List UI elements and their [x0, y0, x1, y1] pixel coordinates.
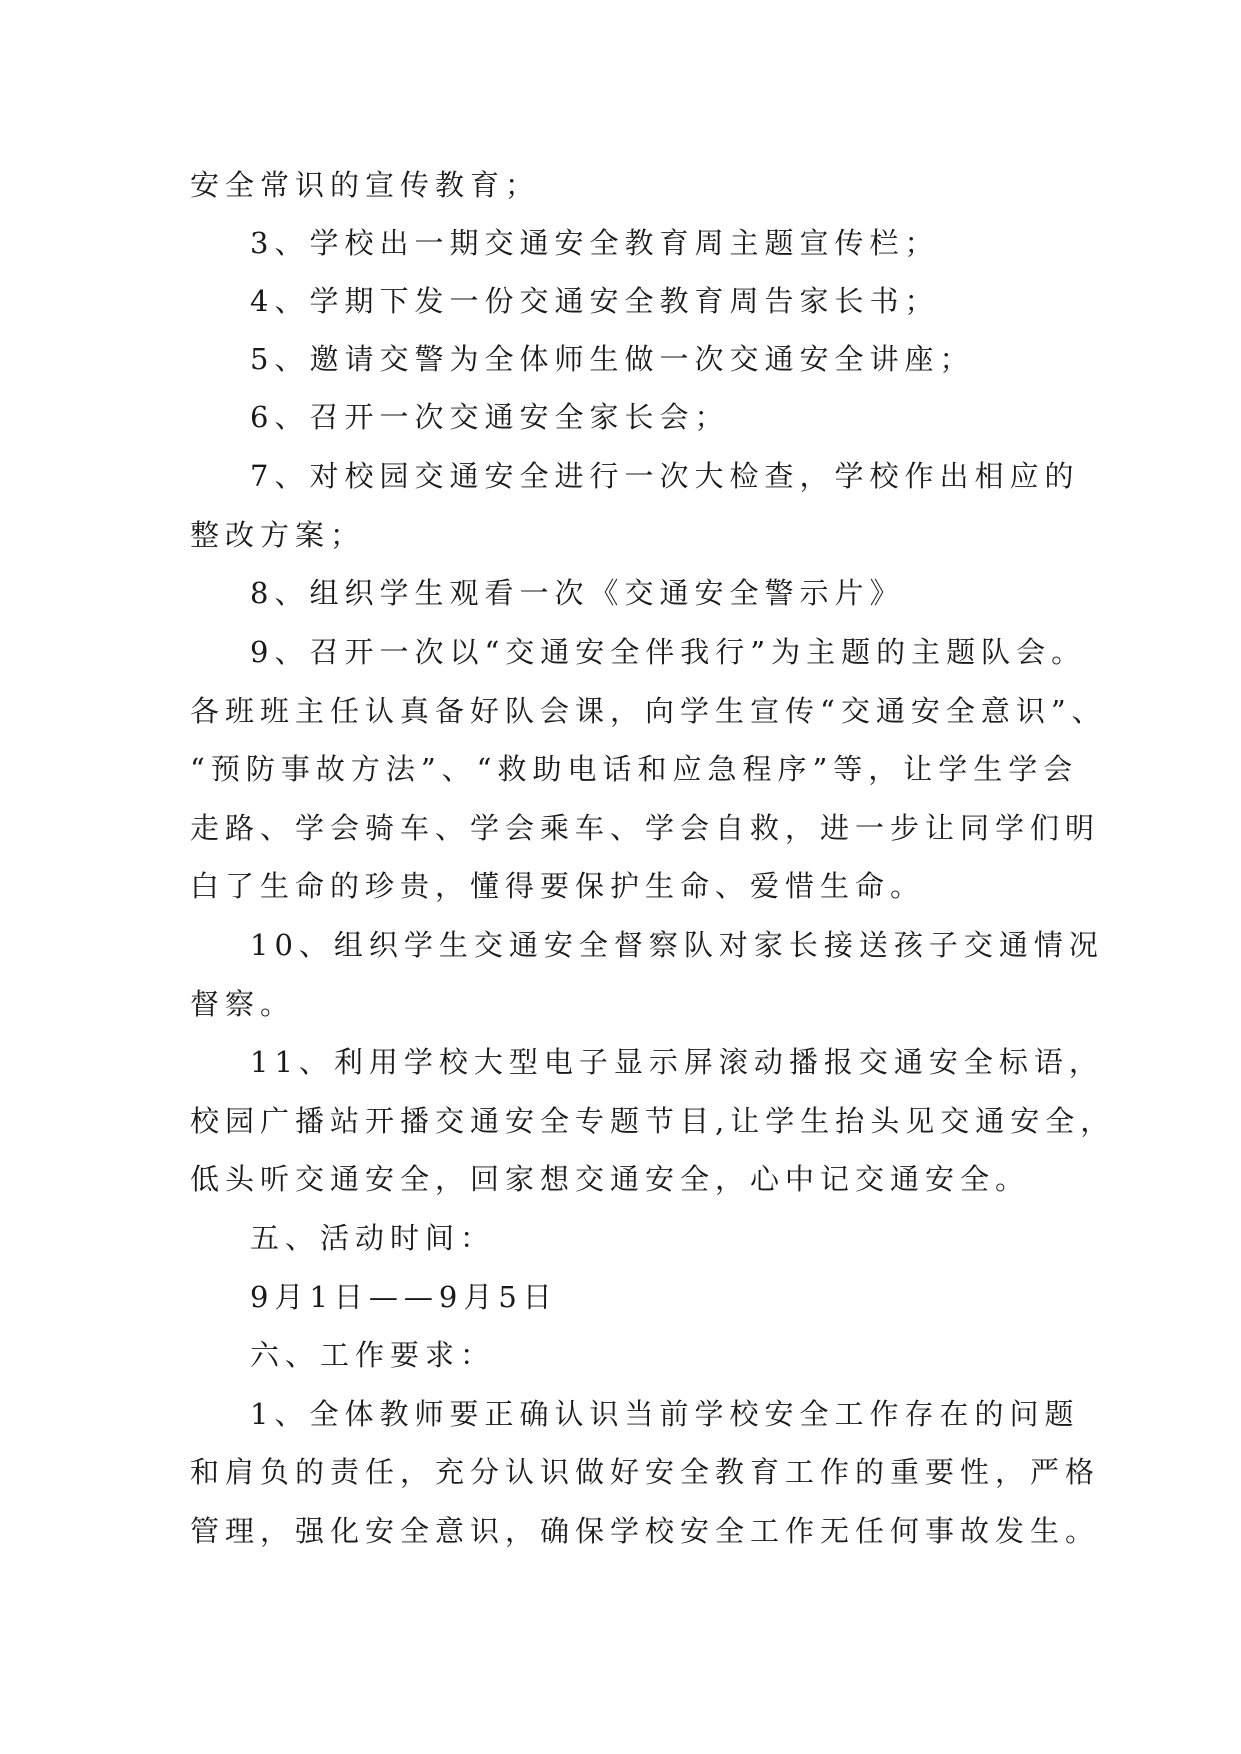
text-line: 校园广播站开播交通安全专题节目,让学生抬头见交通安全， — [190, 1104, 1116, 1138]
text-line: 管理，强化安全意识，确保学校安全工作无任何事故发生。 — [190, 1514, 1101, 1548]
text-line: 安全常识的宣传教育； — [190, 168, 541, 202]
text-line: 和肩负的责任，充分认识做好安全教育工作的重要性，严格 — [190, 1455, 1101, 1489]
text-line: 10、组织学生交通安全督察队对家长接送孩子交通情况 — [250, 928, 1104, 962]
text-line: 9月1日——9月5日 — [250, 1280, 558, 1314]
text-line: 督察。 — [190, 987, 296, 1021]
text-line: 3、学校出一期交通安全教育周主题宣传栏； — [250, 226, 940, 260]
text-line: 4、学期下发一份交通安全教育周告家长书； — [250, 284, 940, 318]
text-line: “预防事故方法”、“救助电话和应急程序”等，让学生学会 — [190, 752, 1079, 786]
text-line: 8、组织学生观看一次《交通安全警示片》 — [250, 576, 905, 610]
text-line: 整改方案； — [190, 518, 366, 552]
text-line: 11、利用学校大型电子显示屏滚动播报交通安全标语， — [250, 1045, 1104, 1079]
text-line: 低头听交通安全，回家想交通安全，心中记交通安全。 — [190, 1162, 1031, 1196]
text-line: 各班班主任认真备好队会课，向学生宣传“交通安全意识”、 — [190, 694, 1107, 728]
text-line: 六、工作要求： — [250, 1338, 496, 1372]
text-line: 白了生命的珍贵，懂得要保护生命、爱惜生命。 — [190, 869, 926, 903]
text-line: 9、召开一次以“交通安全伴我行”为主题的主题队会。 — [250, 635, 1087, 669]
text-line: 五、活动时间： — [250, 1221, 496, 1255]
text-line: 7、对校园交通安全进行一次大检查，学校作出相应的 — [250, 459, 1080, 493]
text-line: 走路、学会骑车、学会乘车、学会自救，进一步让同学们明 — [190, 811, 1101, 845]
text-line: 1、全体教师要正确认识当前学校安全工作存在的问题 — [250, 1397, 1080, 1431]
text-line: 6、召开一次交通安全家长会； — [250, 400, 730, 434]
text-line: 5、邀请交警为全体师生做一次交通安全讲座； — [250, 342, 975, 376]
